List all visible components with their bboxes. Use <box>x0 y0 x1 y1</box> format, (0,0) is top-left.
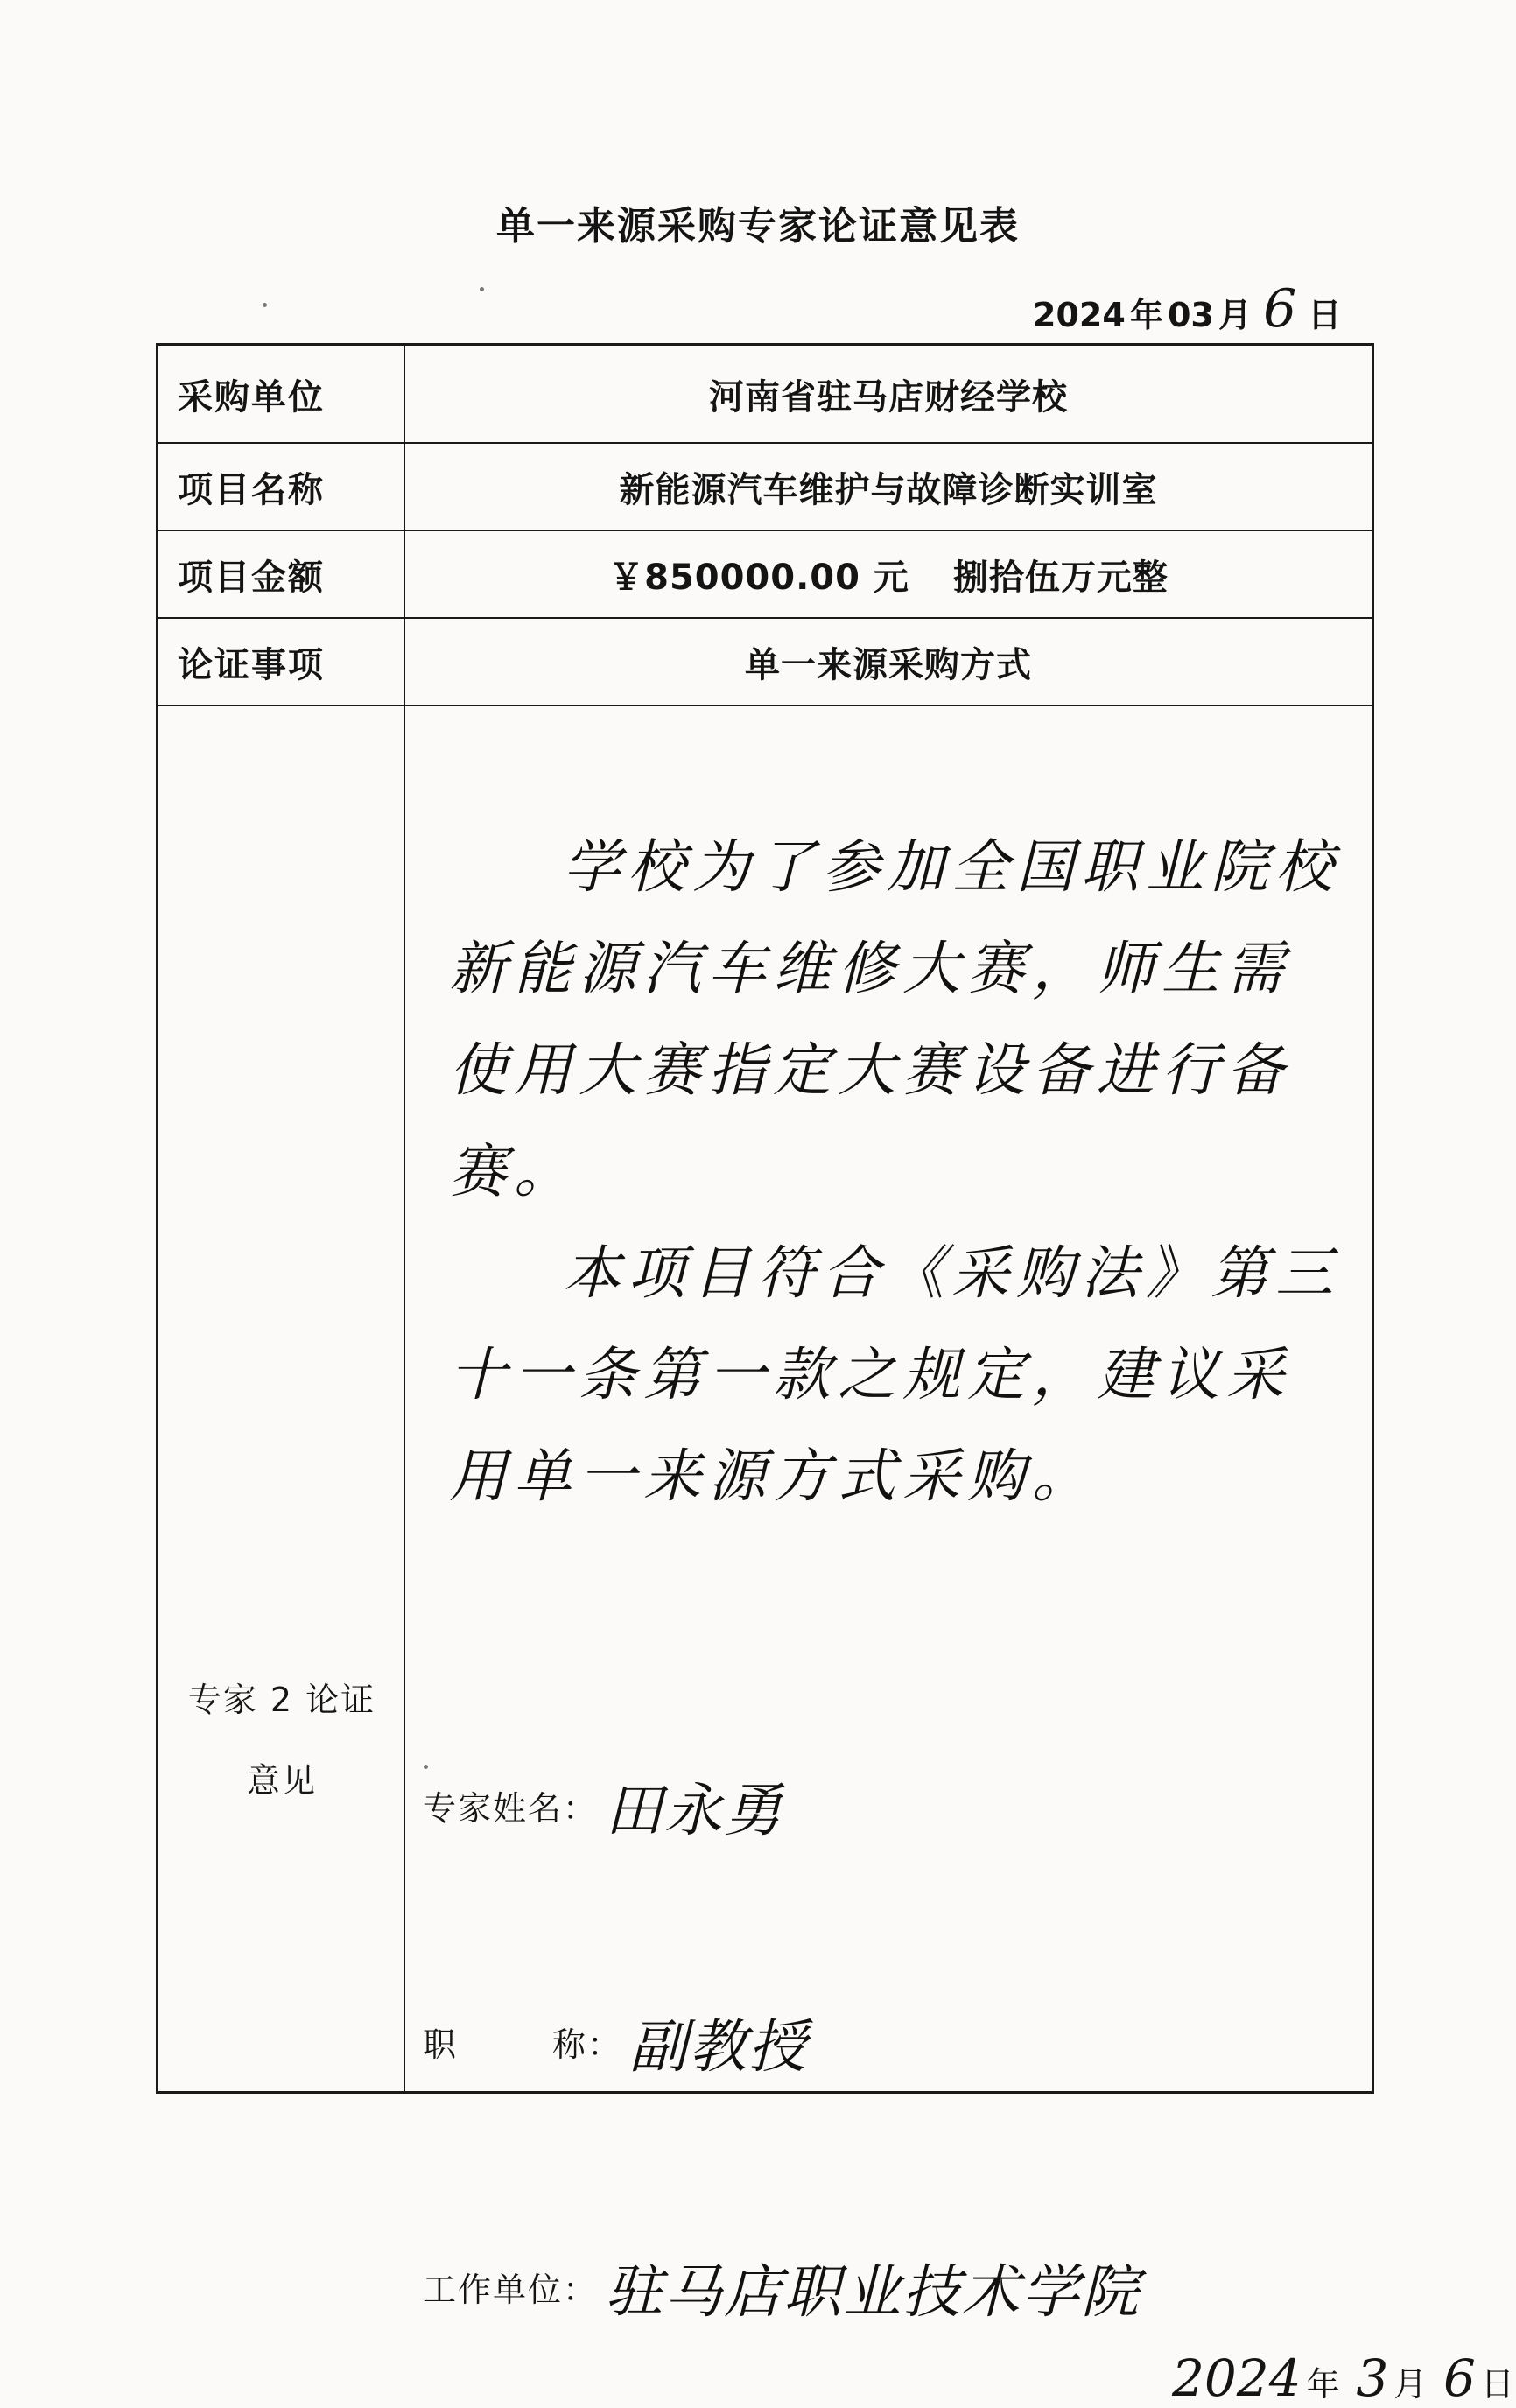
sign-date-month: 3 <box>1356 2348 1389 2408</box>
expert-unit-label: 工作单位： <box>423 2270 599 2309</box>
expert-unit-handwritten: 驻马店职业技术学院 <box>605 2257 1141 2326</box>
handwritten-opinion <box>449 817 1351 1527</box>
expert-name-label: 专家姓名： <box>423 1788 599 1828</box>
form-row-project-name <box>158 444 1372 531</box>
row-label-project-name: 项目名称 <box>158 444 405 530</box>
expert-unit-field <box>423 2247 1141 2326</box>
page-title: 单一来源采购专家论证意见表 <box>496 204 1020 249</box>
amount-figures: ￥850000.00 元 <box>608 557 909 598</box>
paper-speck <box>424 1765 428 1769</box>
date-day-char: 日 <box>1308 296 1342 334</box>
row-value-project-amount <box>405 531 1372 617</box>
date-month-char: 月 <box>1218 296 1252 334</box>
document-date <box>1033 278 1374 340</box>
amount-words: 捌拾伍万元整 <box>952 557 1169 598</box>
sign-date-day: 6 <box>1442 2348 1476 2408</box>
sign-date-month-char: 月 <box>1393 2365 1428 2404</box>
paper-speck <box>263 303 267 307</box>
expert-opinion-label-cell <box>158 706 405 2091</box>
row-value-argument-item: 单一来源采购方式 <box>745 644 1032 685</box>
expert-sign-date <box>1167 2348 1514 2408</box>
row-label-argument-item: 论证事项 <box>158 619 405 705</box>
expert-title-field <box>423 2002 808 2081</box>
row-value-project-name: 新能源汽车维护与故障诊断实训室 <box>619 469 1158 510</box>
opinion-paragraph-1: 学校为了参加全国职业院校新能源汽车维修大赛，师生需使用大赛指定大赛设备进行备赛。 <box>449 833 1340 1205</box>
expert-title-handwritten: 副教授 <box>629 2012 809 2081</box>
expert-title-label-part2: 称： <box>552 2025 623 2064</box>
form-row-expert-opinion <box>158 706 1514 2408</box>
form-row-purchaser <box>158 346 1372 444</box>
expert-title-label-part1: 职 <box>423 2025 459 2064</box>
argument-form-table <box>156 343 1514 2408</box>
expert-name-field <box>423 1766 783 1844</box>
date-year: 2024 <box>1033 296 1126 334</box>
row-label-project-amount: 项目金额 <box>158 531 405 617</box>
expert-title-label <box>423 2018 622 2066</box>
paper-speck <box>480 287 484 291</box>
date-day-handwritten: 6 <box>1263 278 1297 340</box>
form-row-project-amount <box>158 531 1372 619</box>
row-label-purchaser: 采购单位 <box>158 346 405 442</box>
row-value-purchaser: 河南省驻马店财经学校 <box>709 376 1068 418</box>
date-year-char: 年 <box>1129 296 1163 334</box>
sign-date-year: 2024 <box>1172 2348 1302 2408</box>
expert-opinion-label-line2: 意见 <box>246 1761 317 1800</box>
sign-date-year-char: 年 <box>1306 2365 1340 2404</box>
date-month: 03 <box>1167 296 1214 334</box>
form-row-argument-item <box>158 619 1372 706</box>
expert-opinion-label-line1: 专家 2 论证 <box>187 1681 376 1719</box>
expert-opinion-cell <box>405 706 1514 2408</box>
sign-date-day-char: 日 <box>1480 2365 1514 2404</box>
opinion-paragraph-2: 本项目符合《采购法》第三十一条第一款之规定，建议采用单一来源方式采购。 <box>449 1239 1340 1510</box>
expert-name-signature: 田永勇 <box>605 1776 784 1844</box>
